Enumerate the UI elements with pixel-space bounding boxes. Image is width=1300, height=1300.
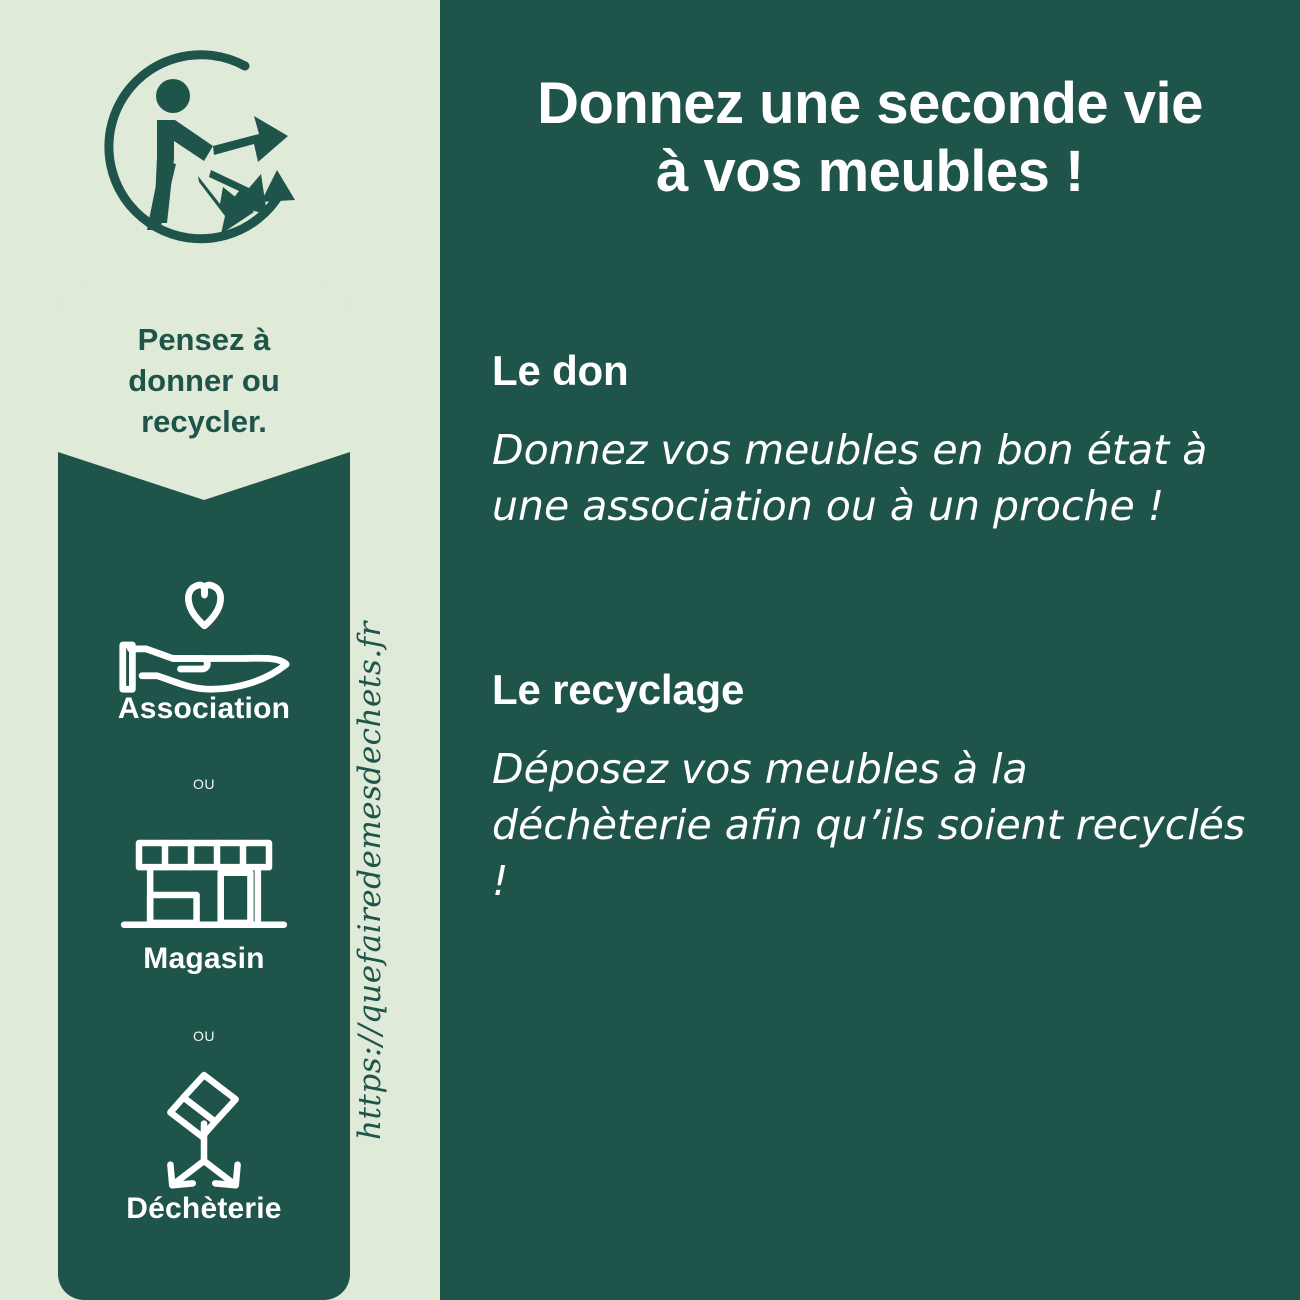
plaque-line-3: recycler. [141, 403, 267, 439]
section-title: Le recyclage [492, 666, 745, 714]
plaque-line-1: Pensez à [137, 322, 271, 357]
separator-ou-1: ou [193, 772, 215, 794]
hand-heart-icon [58, 572, 350, 692]
right-panel [440, 0, 1300, 1300]
person-recycling-icon [95, 42, 305, 252]
shop-front-icon [58, 822, 350, 942]
option-association[interactable] [58, 572, 350, 726]
separator-ou-2: ou [193, 1024, 215, 1046]
headline-line-2: à vos meubles ! [656, 139, 1084, 205]
option-label: Déchèterie [126, 1192, 282, 1225]
options-card [58, 282, 350, 1300]
section-body: Déposez vos meubles à la déchèterie afin qu’ils soient recyclés ! [492, 745, 1246, 905]
section-title: Le don [492, 346, 629, 394]
section-body: Donnez vos meubles en bon état à une association ou à un proche ! [492, 425, 1208, 530]
headline-line-1: Donnez une seconde vie [537, 71, 1203, 136]
plaque-line-2: donner ou [128, 362, 280, 398]
section-recyclage [492, 666, 1248, 909]
left-panel [0, 0, 440, 1300]
waste-sorting-icon [58, 1072, 350, 1192]
option-label: Magasin [143, 942, 265, 975]
option-magasin[interactable] [58, 822, 350, 976]
page-title [492, 70, 1248, 207]
option-dechterie[interactable] [58, 1072, 350, 1226]
website-url[interactable]: https://quefairedemesdechets.fr [352, 621, 388, 1140]
plaque-text [58, 282, 350, 443]
option-label: Association [117, 692, 291, 725]
advice-plaque [58, 282, 350, 500]
section-don [492, 347, 1248, 535]
